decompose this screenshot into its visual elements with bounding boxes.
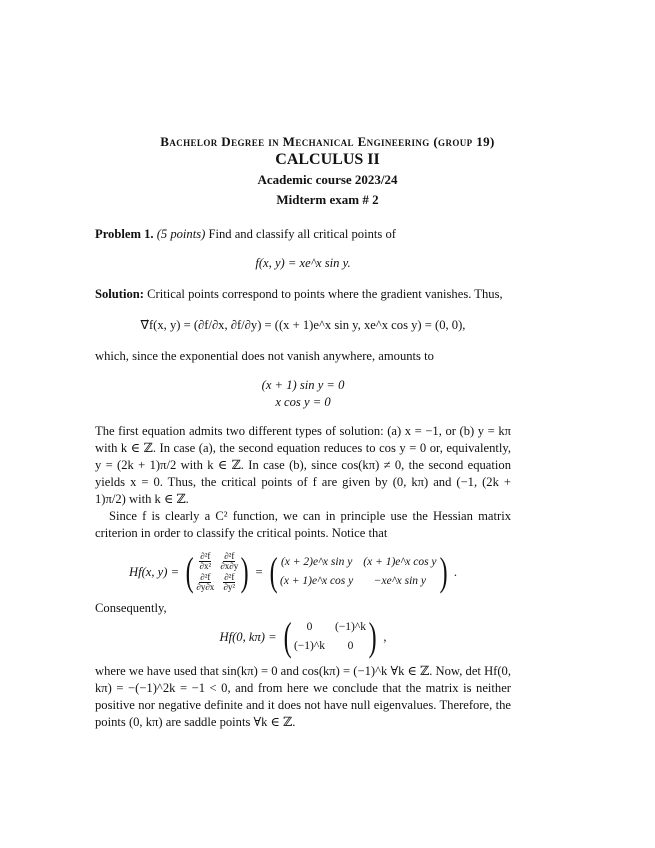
- d2f-dydx: $\frac{\text{∂²f}}{\partial y\partial x}$: [196, 572, 215, 592]
- final-paragraph: where we have used that sin(kπ) = 0 and cos(kπ) = (−1)^k ∀k ∈ ℤ. Now, det Hf(0, kπ) = −(−1)^2k = −1 < 0, and from here we conclude that the matrix is neither positive nor negative definite and it does not have null eigenvalues. Therefore, the points (0, kπ) are saddle points ∀k ∈ ℤ.: [95, 664, 511, 729]
- course-title: CALCULUS II: [275, 151, 380, 168]
- consequently-text: Consequently,: [95, 601, 167, 615]
- gradient-equation: ∇⃗f(x, y) = (∂f/∂x, ∂f/∂y) = ((x + 1)e^x sin y, xe^x cos y) = (0, 0),: [140, 318, 466, 332]
- solution-label: Solution:: [95, 287, 144, 301]
- solution-intro-text: Critical points correspond to points where the gradient vanishes. Thus,: [147, 287, 503, 301]
- hessian-entry-21: (x + 1)e^x cos y: [279, 575, 354, 587]
- hessian-at-point-lhs: Hf(0, kπ) =: [219, 629, 277, 644]
- hessian-matrix: ( (x + 2)e^x sin y (x + 1)e^x cos y (x + 1)e^x cos y −xe^x sin y ): [269, 549, 448, 594]
- first-equation-paragraph: The first equation admits two different types of solution: (a) x = −1, or (b) y = kπ with k ∈ ℤ. In case (a), the second equation reduces to cos y = 0 or, equivalently, y = (2k + 1)π/2 with k ∈ ℤ. In case (b), since cos(kπ) ≠ 0, the second equation yields x = 0. Thus, the critical points of f are given by (0, kπ) and (−1, (2k + 1)π/2) with k ∈ ℤ.: [95, 424, 511, 506]
- system-eq-1: (x + 1) sin y = 0: [261, 378, 345, 392]
- hp-entry-11: 0: [306, 621, 313, 633]
- problem-points: (5 points): [156, 227, 206, 241]
- problem-label: Problem 1.: [95, 227, 154, 241]
- equation-system: [95, 377, 511, 411]
- d2f-dy2: $\frac{\text{∂²f}}{\text{∂y²}}$: [223, 572, 236, 592]
- hp-entry-21: (−1)^k: [293, 640, 325, 652]
- academic-year: Academic course 2023/24: [257, 172, 398, 187]
- hessian-entry-12: (x + 1)e^x cos y: [363, 556, 437, 568]
- hessian-at-point-matrix: ( 0 (−1)^k (−1)^k 0 ): [283, 614, 377, 659]
- exam-name: Midterm exam # 2: [276, 192, 379, 207]
- hessian-paragraph: Since f is clearly a C² function, we can in principle use the Hessian matrix criterion in order to classify the critical points. Notice that: [95, 509, 511, 540]
- hp-entry-12: (−1)^k: [334, 621, 367, 633]
- exam-body: [95, 226, 511, 731]
- d2f-dxdy: $\frac{\text{∂²f}}{\partial x\partial y}$: [220, 551, 239, 571]
- hp-entry-22: 0: [347, 640, 354, 652]
- hessian-at-point-equation: Hf(0, kπ) = ( 0 (−1)^k (−1)^k 0 ) ,: [219, 614, 387, 659]
- derivative-matrix: ( $\frac{\text{∂²f}}{\text{∂x²}}$ $\frac{\text{∂²f}}{\partial x\partial y}$ $\frac{\text{∂²f}}{\partial y\partial x}$ $\frac{\text{∂²f}}{\text{∂y²}}$ ): [185, 549, 249, 594]
- solution-intro: [95, 286, 511, 303]
- d2f-dx2: $\frac{\text{∂²f}}{\text{∂x²}}$: [199, 551, 212, 571]
- which-text: which, since the exponential does not vanish anywhere, amounts to: [95, 349, 434, 363]
- exam-header: [0, 134, 655, 210]
- problem-statement: [95, 226, 511, 243]
- hessian-entry-22: −xe^x sin y: [373, 575, 426, 587]
- system-eq-2: x cos y = 0: [275, 395, 331, 409]
- problem-text: Find and classify all critical points of: [208, 227, 396, 241]
- hessian-equation: Hf(x, y) = ( $\frac{\text{∂²f}}{\text{∂x²}}$ $\frac{\text{∂²f}}{\partial x\partial y}$ $\frac{\text{∂²f}}{\partial y\partial x}$ $\frac{\text{∂²f}}{\text{∂y²}}$ ) = ( (x + 2)e^x sin y (x + 1)e^x cos y (x + 1)e^x cos y −xe^x sin y ) .: [128, 549, 458, 594]
- course-name: Bachelor Degree in Mechanical Engineering (group 19): [160, 134, 495, 149]
- hessian-entry-11: (x + 2)e^x sin y: [280, 556, 353, 568]
- function-equation: f(x, y) = xe^x sin y.: [255, 256, 351, 270]
- hessian-lhs: Hf(x, y) =: [128, 564, 180, 579]
